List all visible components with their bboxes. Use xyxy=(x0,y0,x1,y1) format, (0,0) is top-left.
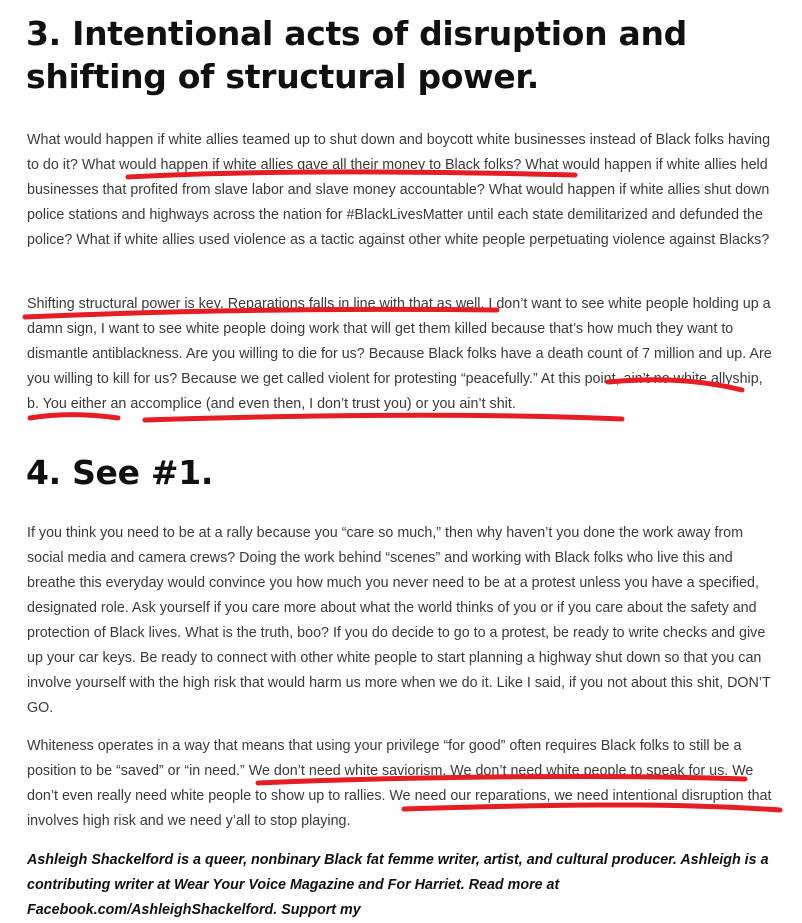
highlighted-text: Shifting structural power is key. Reparations falls in line with that as well xyxy=(27,296,481,312)
paragraph-text: What would happen if white allies teamed up to shut down and boycott white businesses instead of Black folks having to do it? xyxy=(27,132,771,173)
section-3-paragraph-1 xyxy=(27,128,777,253)
paragraph-text: . xyxy=(511,396,516,412)
highlighted-text: You either an accomplice (and even then, I don’t trust you) or you ain’t shit xyxy=(42,396,512,412)
paragraph-text: that involves high risk and we need y’all to stop playing. xyxy=(27,788,772,829)
paragraph-text: Whiteness operates in a way that means that using your privilege “for good” often requires Black folks to still be a position to be “saved” or “in need.” xyxy=(27,738,742,779)
highlighted-text: We need our reparations, we need intentional disruption xyxy=(389,788,744,804)
highlighted-text: We don’t need white saviorism. We don’t need white people to speak for us xyxy=(248,763,725,779)
highlighted-text: At this point, ain’t no white allyship xyxy=(540,371,759,387)
section-4-heading: 4. See #1. xyxy=(26,453,214,492)
section-4-paragraph-2 xyxy=(27,734,777,834)
highlighted-text: What would happen if white allies gave all their money to Black folks xyxy=(81,157,514,173)
paragraph-text: , b. xyxy=(27,371,763,412)
paragraph-text: . We don’t even really need white people to show up to rallies. xyxy=(27,763,754,804)
paragraph-text: ? What would happen if white allies held businesses that profited from slave labor and slave money accountable? What would happen if white allies shut down police stations and highways across the nation for #BlackLivesMatter until each state demilitarized and defunded the police? What if white allies used violence as a tactic against other white people perpetuating violence against Blacks? xyxy=(27,157,770,248)
author-credit: Ashleigh Shackelford is a queer, nonbinary Black fat femme writer, artist, and cultural producer. Ashleigh is a contributing writer at Wear Your Voice Magazine and For Harriet. Read more at Facebook.com/AshleighShackelford. Support my xyxy=(27,852,769,918)
section-4-paragraph-1: If you think you need to be at a rally because you “care so much,” then why haven’t you done the work away from social media and camera crews? Doing the work behind “scenes” and working with Black folks who live this and breathe this everyday would convince you how much you never need to be at a protest unless you have a specified, designated role. Ask yourself if you care more about what the world thinks of you or if you care about the safety and protection of Black lives. What is the truth, boo? If you do decide to go to a protest, be ready to write checks and give up your car keys. Be ready to connect with other white people to start planning a highway shut down so that you can involve yourself with the high risk that would harm us more when we do it. Like I said, if you not about this shit, DON’T GO. xyxy=(27,525,771,716)
section-3-paragraph-2 xyxy=(27,292,777,417)
paragraph-text: . I don’t want to see white people holding up a damn sign, I want to see white people doing work that will get them killed because that’s how much they want to dismantle antiblackness. Are you willing to die for us? Because Black folks have a death count of 7 million and up. Are you willing to kill for us? Because we get called violent for protesting “peacefully.” xyxy=(27,296,772,387)
section-3-heading: 3. Intentional acts of disruption and shifting of structural power. xyxy=(26,14,687,96)
